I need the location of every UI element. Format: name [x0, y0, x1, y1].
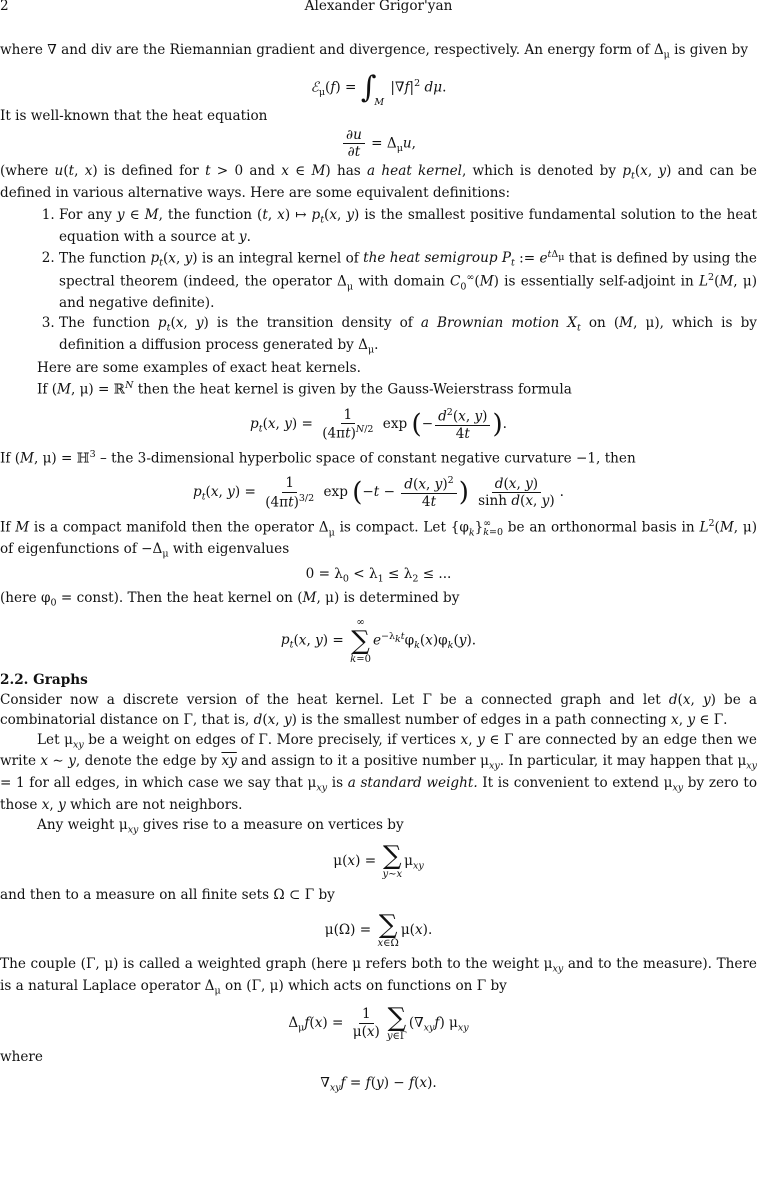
paragraph-measure-sets: and then to a measure on all finite sets Ω ⊂ Γ by — [0, 887, 335, 904]
equation-set-measure: μ(Ω) = ∑ x∈Ω μ(x). — [324, 910, 433, 950]
paragraph-heat-kernel-series: (here $\varphi_0$ = const). Then the heat kernel on (M, μ) is determined by — [0, 590, 460, 609]
equation-gauss-weierstrass: $p_t(x$, y) = $\frac{1}{(4\pi t)^{N/2}}$ exp (− $\frac{d^2(x, y)}{4t}$ ). — [250, 406, 507, 442]
paragraph-edge-weight: Let $\mu_{xy}$ be a weight on edges of Γ. More precisely, if vertices x, y ∈ Γ are connected by an edge then we write x ∼ y, denote the edge by $\overline{xy}$ and assign to it a positive number $\mu_{xy}$. In particular, it may happen that $\mu_{xy} = 1$ for all edges, in which case we say that $\mu_{xy}$ is a standard weight. It is convenient to extend $\mu_{xy}$ by zero to those x, y which are not neighbors. — [0, 731, 757, 813]
equation-discrete-gradient: $\nabla_{xy}f = f(y) - f(x)$. — [320, 1074, 437, 1094]
section-heading-graphs: 2.2. Graphs — [0, 671, 88, 688]
paragraph-heat-kernel-def: (where u(t, x) is defined for t > 0 and x ∈ M) has a heat kernel, which is denoted by $p_t(x$, y) and can be defined in various alternative ways. Here are some equivalent definitions: — [0, 163, 757, 201]
paragraph-where: where — [0, 1048, 43, 1065]
equation-hyperbolic: $p_t(x$, y) = $\frac{1}{(4\pi t)^{3/2}}$ exp (−t − $\frac{d(x, y)^2}{4t}$ ) $\frac{d(x, y)}{\text{sinh d(x, y)}}$ . — [193, 475, 564, 511]
running-title: Alexander Grigor'yan — [304, 0, 453, 14]
paragraph-compact-manifold: If M is a compact manifold then the operator $\Delta_\mu$ is compact. Let $\{\varphi_k\}^\infty_{k=0}$ be an orthonormal basis in $L^2(M$, μ) of eigenfunctions of $-\Delta_\mu$ with eigenvalues — [0, 517, 757, 560]
paragraph-heat-equation-intro: It is well-known that the heat equation — [0, 107, 268, 124]
list-item: 3. The function $p_t(x$, y) is the transition density of a Brownian motion $X_t$ on (M, μ), which is by definition a diffusion process generated by $\Delta_\mu$. — [59, 314, 757, 357]
list-item: 1. For any y ∈ M, the function (t, x) ↦ $p_t(x$, y) is the smallest positive fundamental solution to the heat equation with a source at y. — [59, 206, 757, 248]
paragraph-weighted-graph: The couple (Γ, μ) is called a weighted graph (here μ refers both to the weight $\mu_{xy}$ and to the measure). There is a natural Laplace operator $\Delta_\mu$ on (Γ, μ) which acts on functions on Γ by — [0, 956, 757, 997]
paragraph-examples: Here are some examples of exact heat kernels. — [37, 360, 361, 377]
equation-eigenvalues: $0 = \lambda_0 < \lambda_1 \le \lambda_2$ ≤ ... — [305, 566, 452, 586]
equation-vertex-measure: μ(x) = ∑ y∼x $\mu_{xy}$ — [333, 841, 424, 881]
equation-heat: $\frac{\partial u}{\partial t}$ = $\Delta_\mu u$, — [0, 127, 757, 161]
page-header — [0, 0, 757, 26]
equation-eigen-expansion: $p_t(x$, y) = ∞ ∑ k=0 $e^{-\lambda_kt}\varphi_k(x)\varphi_k(y)$. — [280, 616, 477, 665]
list-item: 2. The function $p_t(x$, y) is an integral kernel of the heat semigroup $P_t$ := $e^{t\Delta_\mu}$ that is defined by using the spectral theorem (indeed, the operator $\Delta_\mu$ with domain $C_0^\infty(M)$ is essentially self-adjoint in $L^2(M$, μ) and negative definite). — [59, 248, 757, 314]
paragraph-gradient-divergence: where ∇ and div are the Riemannian gradient and divergence, respectively. An energy form of $\Delta_\mu$ is given by — [0, 42, 749, 61]
paragraph-gauss-weierstrass: If (M, μ) = ℝ$^N$ then the heat kernel is given by the Gauss-Weierstrass formula — [37, 380, 572, 398]
page-number: 2 — [0, 0, 9, 14]
equation-energy-form: ℰ$_\mu$(f) = $\int_M$ $|\nabla f|^2$ dμ. — [310, 69, 447, 108]
paragraph-measure-vertices: Any weight $\mu_{xy}$ gives rise to a measure on vertices by — [37, 816, 404, 836]
paragraph-hyperbolic: If (M, μ) = ℍ$^3$ – the 3-dimensional hyperbolic space of constant negative curvature −1, then — [0, 448, 636, 467]
paragraph-discrete-version: Consider now a discrete version of the heat kernel. Let Γ be a connected graph and let d(x, y) be a combinatorial distance on Γ, that is, d(x, y) is the smallest number of edges in a path connecting x, y ∈ Γ. — [0, 691, 757, 728]
equation-graph-laplacian: $\Delta_\mu f(x)$ = $\frac{1}{\mu(x)}$ ∑ y∈Γ $(\nabla_{xy}f)$ $\mu_{xy}$ — [288, 1002, 469, 1042]
definitions-list — [0, 206, 757, 357]
